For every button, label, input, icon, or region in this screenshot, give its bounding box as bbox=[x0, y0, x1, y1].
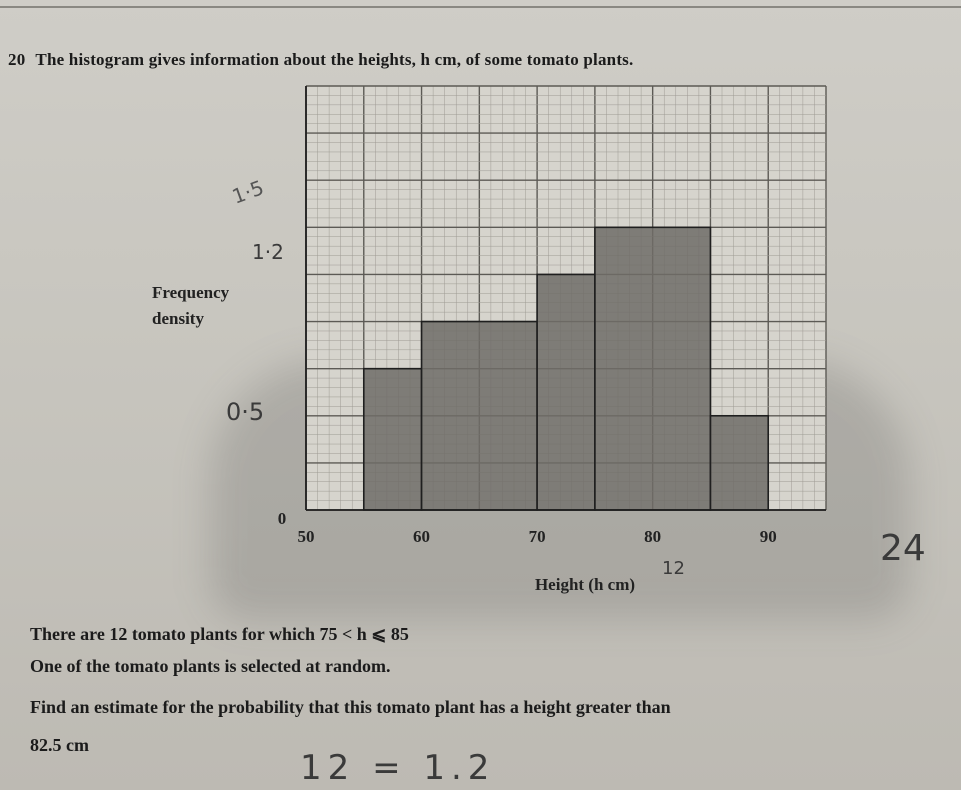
histogram-bar-2 bbox=[422, 322, 538, 510]
y-tick-label-0: 0 bbox=[277, 509, 287, 528]
histogram-bar-4 bbox=[595, 227, 711, 510]
handwritten-working: 12 = 1.2 bbox=[300, 748, 496, 788]
handwritten-y-0-5: 0·5 bbox=[226, 398, 265, 426]
text-line-1: There are 12 tomato plants for which 75 < h ⩽ 85 bbox=[30, 624, 409, 644]
y-axis-label-line1: Frequency bbox=[152, 283, 230, 302]
text-line-4: 82.5 cm bbox=[30, 735, 89, 755]
x-tick-label-60: 60 bbox=[413, 527, 431, 546]
x-tick-label-70: 70 bbox=[528, 527, 546, 546]
x-tick-label-50: 50 bbox=[297, 527, 315, 546]
text-line-2: One of the tomato plants is selected at random. bbox=[30, 656, 391, 676]
handwritten-y-1-5: 1·5 bbox=[228, 175, 267, 209]
handwritten-y-1-2: 1·2 bbox=[252, 240, 284, 264]
question-number: 20 bbox=[8, 50, 26, 69]
histogram-bar-3 bbox=[537, 274, 595, 510]
handwritten-12-near-axis: 12 bbox=[662, 558, 685, 579]
question-text: The histogram gives information about the heights, h cm, of some tomato plants. bbox=[35, 50, 634, 69]
histogram-bar-1 bbox=[364, 369, 422, 510]
x-tick-label-90: 90 bbox=[759, 527, 777, 546]
y-axis-label-line2: density bbox=[152, 309, 204, 328]
x-axis-label: Height (h cm) bbox=[534, 575, 636, 594]
histogram-bar-5 bbox=[710, 416, 768, 510]
handwritten-24: 24 bbox=[880, 528, 926, 569]
x-tick-label-80: 80 bbox=[644, 527, 662, 546]
text-line-3: Find an estimate for the probability that this tomato plant has a height greater than bbox=[30, 697, 671, 717]
